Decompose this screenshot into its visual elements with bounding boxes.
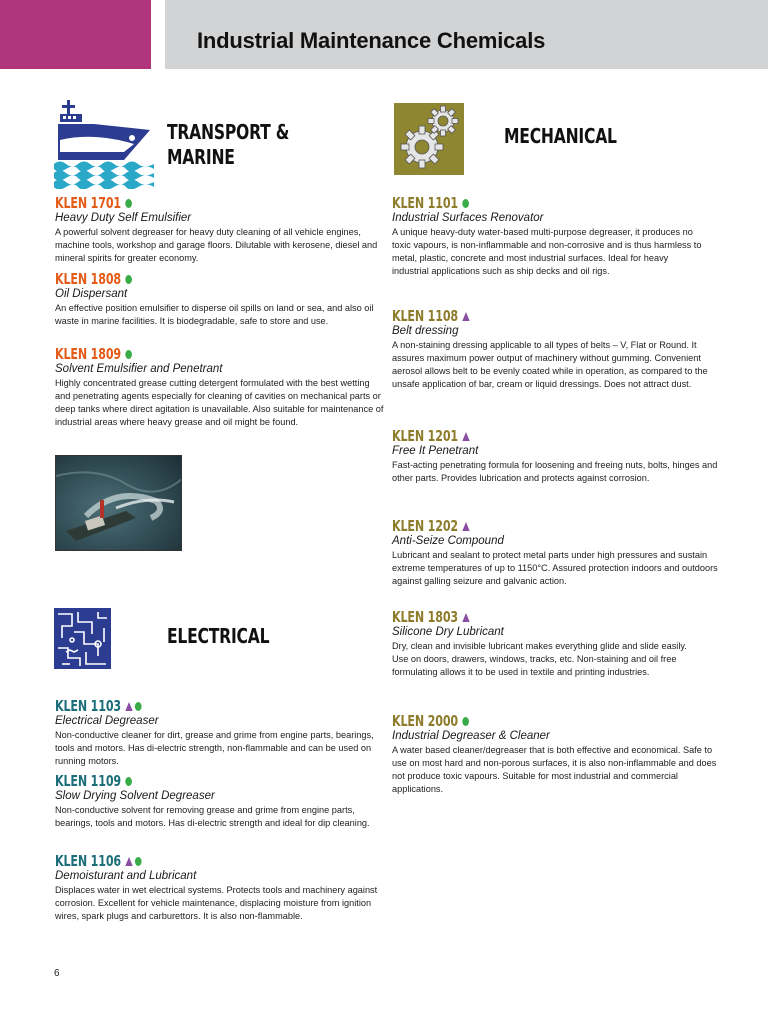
triangle-marker-icon — [462, 613, 469, 622]
product-description: Highly concentrated grease cutting detergent formulated with the best wetting and penetrating agents especially for cleaning of cavities on mechanical parts or deep tanks where direct agitation is unavailable. Also suitable for maintenance of industrial areas where heavy grease and oil might be found. — [55, 378, 384, 427]
product-description: Displaces water in wet electrical systems. Protects tools and machinery against corrosion. Excellent for vehicle maintenance, displacing moisture from ignition wires, spark plugs and carburettors. It is also non-flammable. — [55, 885, 378, 921]
product-description: Non-conductive cleaner for dirt, grease and grime from engine parts, bearings, tools and motors. Has di-electric strength, non-flammable and can be used on running motors. — [55, 730, 374, 766]
product-code: KLEN 1809 — [55, 345, 121, 363]
circuit-icon — [54, 608, 111, 669]
triangle-marker-icon — [125, 702, 132, 711]
product-code: KLEN 1106 — [55, 852, 121, 870]
dot-marker-icon — [462, 717, 469, 726]
dot-marker-icon — [125, 350, 132, 359]
dot-marker-icon — [125, 199, 132, 208]
product-code: KLEN 1103 — [55, 697, 121, 715]
product-description: A non-staining dressing applicable to all types of belts – V, Flat or Round. It assures maximum power output of machinery without gumming. Convenient aerosol allows belt to be evenly coated while in operation, as compared to the unsafe application of bar, cream or liquid dressings. Does not attract dust. — [392, 340, 708, 389]
dot-marker-icon — [135, 702, 142, 711]
product-description: Non-conductive solvent for removing grease and grime from engine parts, bearings, tools and motors. Has di-electric strength and ideal for dip cleaning. — [55, 805, 370, 828]
product-klen-1101 — [392, 195, 722, 278]
product-klen-1808 — [55, 271, 385, 328]
product-description: Dry, clean and invisible lubricant makes everything glide and slide easily. Use on doors, drawers, windows, tracks, etc. Non-staining and oil free formulating allows it to be used in textile and printing industries. — [392, 641, 687, 677]
product-klen-1809 — [55, 346, 385, 429]
gears-icon — [394, 103, 464, 175]
product-description: Lubricant and sealant to protect metal parts under high pressures and sustain extreme temperatures of up to 1150°C. Assured protection indoors and outdoors against galling seizure and galvanic action. — [392, 550, 718, 586]
product-description: A water based cleaner/degreaser that is both effective and economical. Safe to use on most hard and non-porous surfaces, it is also non-inflammable and does not produce toxic vapours. Suitable for most industrial and commercial applications. — [392, 745, 717, 794]
product-subtitle: Slow Drying Solvent Degreaser — [55, 790, 215, 802]
dot-marker-icon — [125, 275, 132, 284]
product-subtitle: Belt dressing — [392, 325, 459, 337]
product-subtitle: Solvent Emulsifier and Penetrant — [55, 363, 223, 375]
ship-icon — [54, 100, 154, 189]
product-klen-1202 — [392, 518, 722, 588]
page-number: 6 — [54, 968, 60, 979]
product-code: KLEN 2000 — [392, 712, 458, 730]
product-description: An effective position emulsifier to disperse oil spills on land or sea, and also oil waste in marine facilities. It is biodegradable, safe to store and use. — [55, 303, 374, 326]
dot-marker-icon — [125, 777, 132, 786]
product-description: Fast-acting penetrating formula for loosening and freeing nuts, bolts, hinges and other parts. Provides lubrication and protects against corrosion. — [392, 460, 718, 483]
product-code: KLEN 1101 — [392, 194, 458, 212]
dot-marker-icon — [135, 857, 142, 866]
page-title: Industrial Maintenance Chemicals — [197, 28, 546, 53]
product-klen-1803 — [392, 609, 722, 679]
product-code: KLEN 1202 — [392, 517, 458, 535]
product-code: KLEN 1803 — [392, 608, 458, 626]
section-title-mechanical: MECHANICAL — [504, 124, 617, 148]
triangle-marker-icon — [462, 312, 469, 321]
product-klen-1108 — [392, 308, 722, 391]
product-subtitle: Industrial Degreaser & Cleaner — [392, 730, 550, 742]
product-code: KLEN 1109 — [55, 772, 121, 790]
product-description: A powerful solvent degreaser for heavy duty cleaning of all vehicle engines, machine tools, workshop and garage floors. Dilutable with kerosene, diesel and mineral spirits for greater economy. — [55, 227, 378, 263]
product-subtitle: Electrical Degreaser — [55, 715, 159, 727]
product-subtitle: Heavy Duty Self Emulsifier — [55, 212, 192, 224]
product-code: KLEN 1201 — [392, 427, 458, 445]
product-code: KLEN 1808 — [55, 270, 121, 288]
product-subtitle: Anti-Seize Compound — [392, 535, 504, 547]
product-description: A unique heavy-duty water-based multi-purpose degreaser, it produces no toxic vapours, is non-inflammable and non-corrosive and is thus harmless to metal, plastic, concrete and most industrial surfaces. Ideal for heavy industrial applications such as ship decks and oil rigs. — [392, 227, 702, 276]
product-code: KLEN 1108 — [392, 307, 458, 325]
triangle-marker-icon — [125, 857, 132, 866]
dot-marker-icon — [462, 199, 469, 208]
product-klen-1201 — [392, 428, 722, 485]
triangle-marker-icon — [462, 522, 469, 531]
product-subtitle: Demoisturant and Lubricant — [55, 870, 197, 882]
product-klen-1701 — [55, 195, 385, 265]
product-subtitle: Oil Dispersant — [55, 288, 128, 300]
section-title-electrical: ELECTRICAL — [167, 624, 270, 648]
product-subtitle: Free It Penetrant — [392, 445, 479, 457]
section-title-transport: TRANSPORT & MARINE — [167, 120, 290, 169]
product-subtitle: Industrial Surfaces Renovator — [392, 212, 544, 224]
product-subtitle: Silicone Dry Lubricant — [392, 626, 504, 638]
product-klen-1109 — [55, 773, 385, 830]
product-klen-1106 — [55, 853, 385, 923]
header-pink-block — [0, 0, 151, 69]
product-klen-2000 — [392, 713, 722, 796]
product-klen-1103 — [55, 698, 385, 768]
product-code: KLEN 1701 — [55, 194, 121, 212]
ship-photo — [55, 455, 182, 551]
triangle-marker-icon — [462, 432, 469, 441]
